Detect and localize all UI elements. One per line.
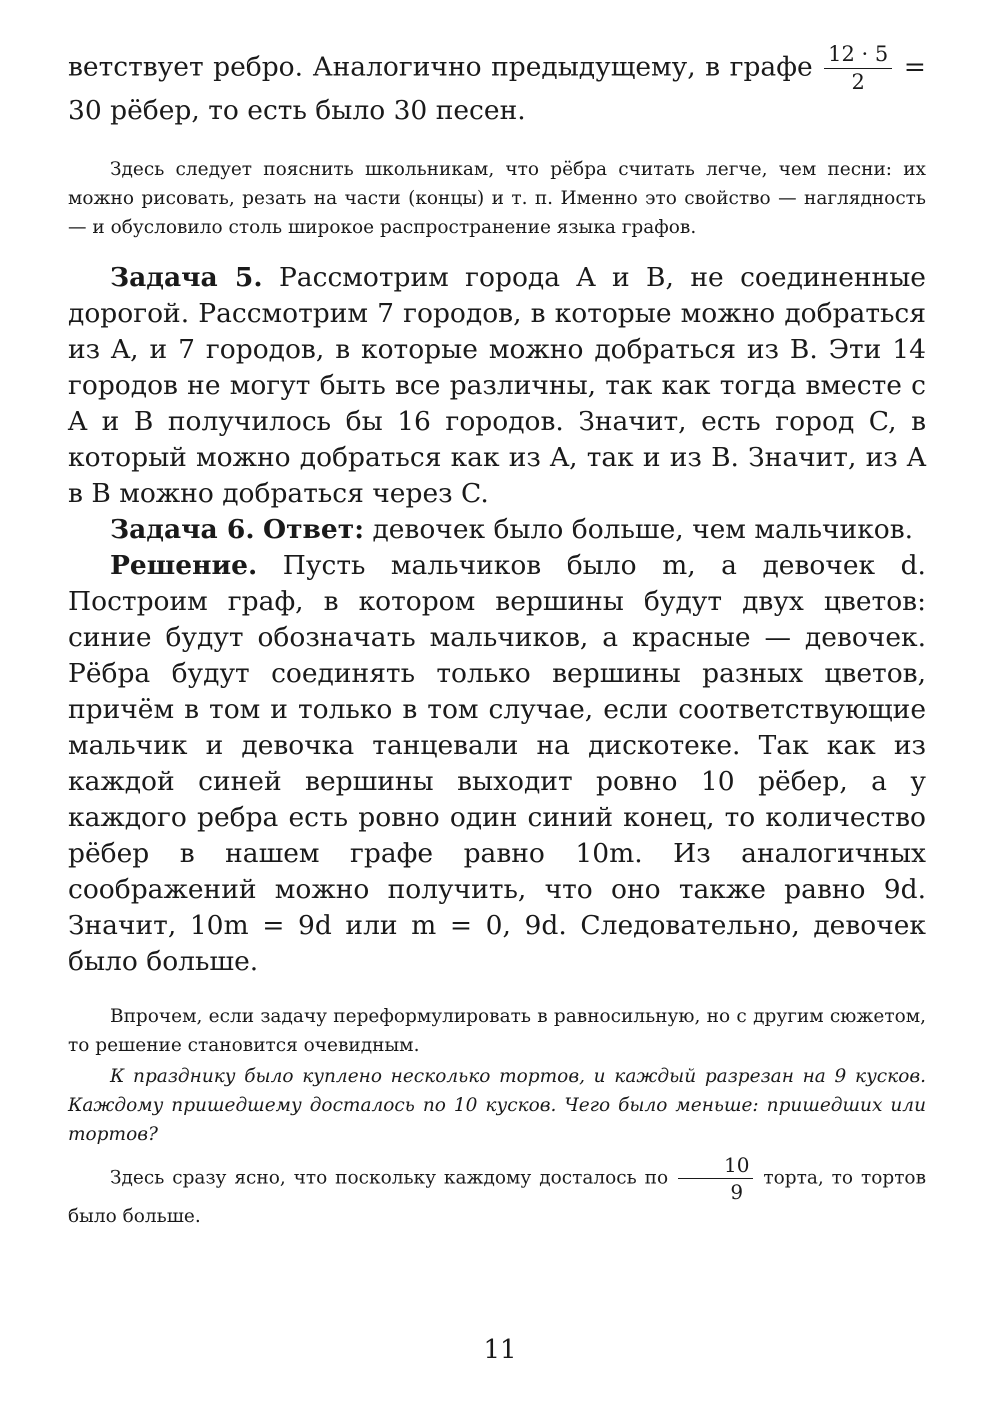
task-5-label: Задача 5. <box>110 262 263 293</box>
task-6-label: Задача 6. <box>110 514 255 545</box>
paragraph-continuation-end: = 30 рёбер, то есть было 30 песен. <box>68 51 926 126</box>
page-content <box>68 44 926 1231</box>
note-cake-problem: К празднику было куплено несколько тортов, и каждый разрезан на 9 кусков. Каждому пришедшему досталось по 10 кусков. Чего было меньше: пришедших или тортов? <box>68 1066 926 1145</box>
task-6-answer <box>68 512 926 548</box>
fraction-numerator: 12 · 5 <box>824 44 892 69</box>
paragraph-continuation <box>68 44 926 129</box>
solution-label: Решение. <box>110 550 258 581</box>
paragraph-continuation-text: ветствует ребро. Аналогично предыдущему, в графе <box>68 51 813 83</box>
note-graph-clarity: Здесь следует пояснить школьникам, что рёбра считать легче, чем песни: их можно рисовать, резать на части (концы) и т. п. Именно это свойство — наглядность — и обусловило столь широкое распространение языка графов. <box>68 159 926 238</box>
task-6-solution <box>68 548 926 980</box>
note-cake-solution-end: торта, то тортов было больше. <box>68 1167 926 1227</box>
fraction-10-over-9 <box>678 1155 753 1202</box>
task-5-text: Рассмотрим города A и B, не соединенные дорогой. Рассмотрим 7 городов, в которые можно добраться из A, и 7 городов, в которые можно добраться из B. Эти 14 городов не могут быть все различны, так как тогда вместе с A и B получилось бы 16 городов. Значит, есть город C, в который можно добраться как из A, так и из B. Значит, из A в B можно добраться через C. <box>68 262 926 509</box>
answer-label: Ответ: <box>263 514 364 545</box>
fraction-denominator: 9 <box>730 1180 744 1204</box>
note-reformulation: Впрочем, если задачу переформулировать в равносильную, но с другим сюжетом, то решение становится очевидным. <box>68 1006 926 1056</box>
fraction-numerator: 10 <box>678 1155 753 1179</box>
fraction-denominator: 2 <box>851 70 865 94</box>
answer-text: девочек было больше, чем мальчиков. <box>372 514 914 545</box>
task-5 <box>68 260 926 512</box>
page-number: 11 <box>483 1335 517 1365</box>
note-cake-solution <box>68 1155 926 1231</box>
fraction-12x5-over-2 <box>824 44 892 93</box>
note-cake-solution-text: Здесь сразу ясно, что поскольку каждому досталось по <box>110 1167 669 1189</box>
solution-text: Пусть мальчиков было m, а девочек d. Построим граф, в котором вершины будут двух цветов: синие будут обозначать мальчиков, а красные — девочек. Рёбра будут соединять только вершины разных цветов, причём в том и только в том случае, если соответствующие мальчик и девочка танцевали на дискотеке. Так как из каждой синей вершины выходит ровно 10 рёбер, а у каждого ребра есть ровно один синий конец, то количество рёбер в нашем графе равно 10m. Из аналогичных соображений можно получить, что оно также равно 9d. Значит, 10m = 9d или m = 0, 9d. Следовательно, девочек было больше. <box>68 550 926 977</box>
